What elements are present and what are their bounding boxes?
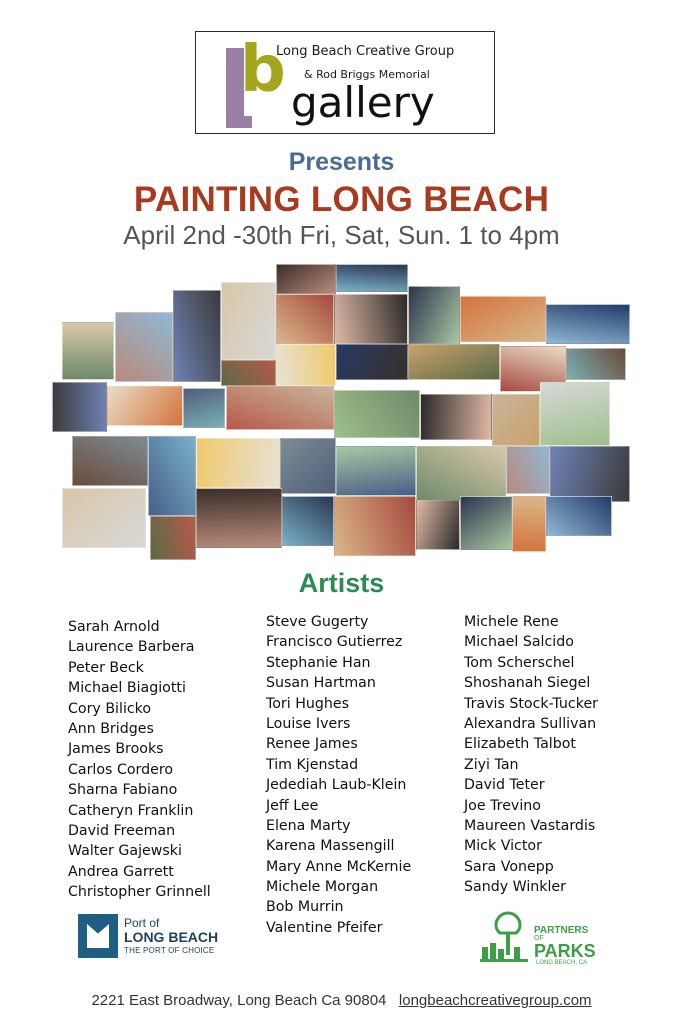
artist-name: Jedediah Laub-Klein bbox=[266, 777, 407, 794]
artist-name: Michele Rene bbox=[464, 614, 559, 630]
artist-name: Bob Murrin bbox=[266, 899, 344, 916]
artist-name: Tom Scherschel bbox=[464, 654, 575, 671]
artist-name: Jeff Lee bbox=[266, 797, 319, 814]
partners-of-parks-logo bbox=[478, 905, 598, 967]
artist-name: Louise Ivers bbox=[266, 715, 351, 732]
artwork-thumbnail bbox=[408, 344, 500, 380]
artwork-thumbnail bbox=[276, 264, 336, 294]
artwork-thumbnail bbox=[408, 286, 460, 344]
artwork-thumbnail bbox=[492, 394, 540, 446]
artwork-thumbnail bbox=[336, 446, 416, 496]
artwork-thumbnail bbox=[173, 290, 221, 382]
artwork-thumbnail bbox=[460, 296, 546, 342]
artist-name: Stephanie Han bbox=[266, 654, 371, 671]
artist-name: Walter Gajewski bbox=[68, 843, 182, 860]
artwork-thumbnail bbox=[334, 294, 408, 344]
artwork-thumbnail bbox=[416, 446, 506, 502]
artist-name: Elena Marty bbox=[266, 817, 351, 834]
artist-name: Carlos Cordero bbox=[68, 761, 174, 778]
artist-name: Sandy Winkler bbox=[464, 879, 566, 896]
artwork-thumbnail bbox=[107, 386, 183, 426]
artist-name: Ann Bridges bbox=[68, 720, 154, 737]
artwork-thumbnail bbox=[196, 488, 282, 548]
artwork-thumbnail bbox=[276, 344, 336, 386]
artist-name: Laurence Barbera bbox=[68, 639, 195, 656]
footer bbox=[0, 992, 683, 1009]
artist-name: Christopher Grinnell bbox=[68, 884, 211, 901]
parks-line3: PARKS bbox=[534, 941, 596, 961]
artwork-thumbnail bbox=[221, 360, 276, 386]
artwork-thumbnail bbox=[546, 496, 612, 536]
artwork-thumbnail bbox=[72, 436, 148, 486]
port-tagline: THE PORT OF CHOICE bbox=[124, 946, 215, 955]
artist-name: Elizabeth Talbot bbox=[464, 736, 576, 753]
presents-heading: Presents bbox=[288, 148, 395, 176]
artwork-thumbnail bbox=[336, 344, 408, 380]
artwork-thumbnail bbox=[460, 496, 512, 550]
artist-name: Travis Stock-Tucker bbox=[464, 695, 599, 712]
artwork-thumbnail bbox=[546, 304, 630, 344]
artist-name: Michael Biagiotti bbox=[68, 680, 186, 697]
artwork-thumbnail bbox=[566, 348, 626, 380]
port-mark-icon bbox=[78, 914, 118, 958]
event-title: PAINTING LONG BEACH bbox=[133, 180, 550, 219]
artwork-thumbnail bbox=[196, 438, 280, 488]
artist-name: Peter Beck bbox=[68, 659, 144, 676]
artwork-thumbnail bbox=[276, 294, 334, 344]
port-line1: Port of bbox=[124, 916, 160, 930]
artwork-thumbnail bbox=[148, 436, 196, 516]
port-line2: LONG BEACH bbox=[124, 929, 219, 945]
artwork-thumbnail bbox=[506, 446, 550, 494]
artwork-thumbnail bbox=[416, 500, 460, 550]
artist-name: Mary Anne McKernie bbox=[266, 858, 412, 875]
gallery-logo bbox=[195, 31, 495, 134]
artist-name: Joe Trevino bbox=[464, 797, 541, 814]
artist-name: Steve Gugerty bbox=[266, 614, 369, 630]
event-dates: April 2nd -30th Fri, Sat, Sun. 1 to 4pm bbox=[123, 220, 560, 250]
artist-name: Cory Bilicko bbox=[68, 700, 152, 717]
artist-name: Karena Massengill bbox=[266, 838, 395, 855]
artist-name: Sarah Arnold bbox=[68, 619, 160, 635]
artist-name: Michele Morgan bbox=[266, 879, 379, 896]
artist-name: Catheryn Franklin bbox=[68, 802, 194, 819]
artist-name: Tori Hughes bbox=[266, 695, 349, 712]
logo-letter-l-foot bbox=[226, 116, 252, 128]
artist-column-1 bbox=[68, 617, 211, 902]
artwork-thumbnail bbox=[226, 386, 334, 430]
artwork-thumbnail bbox=[115, 312, 173, 382]
artwork-thumbnail bbox=[512, 496, 546, 552]
logo-letter-b: b bbox=[240, 33, 286, 107]
artist-name: Sharna Fabiano bbox=[68, 782, 178, 799]
artist-name: Mick Victor bbox=[464, 838, 542, 855]
artist-name: David Teter bbox=[464, 777, 545, 794]
logo-memorial: & Rod Briggs Memorial bbox=[304, 68, 430, 81]
artist-name: James Brooks bbox=[68, 741, 164, 758]
artwork-thumbnail bbox=[62, 488, 146, 548]
artist-name: Michael Salcido bbox=[464, 634, 574, 651]
artwork-thumbnail bbox=[282, 496, 334, 546]
artwork-thumbnail bbox=[221, 282, 276, 360]
artist-name: Valentine Pfeifer bbox=[266, 919, 383, 936]
website-link[interactable]: longbeachcreativegroup.com bbox=[398, 992, 592, 1009]
park-tree-icon bbox=[478, 907, 534, 967]
artist-name: Maureen Vastardis bbox=[464, 817, 596, 834]
artist-name: Tim Kjenstad bbox=[266, 756, 359, 773]
artwork-collage bbox=[0, 260, 683, 560]
artwork-thumbnail bbox=[62, 322, 114, 380]
artwork-thumbnail bbox=[540, 382, 610, 446]
artwork-thumbnail bbox=[183, 388, 225, 428]
artwork-thumbnail bbox=[334, 496, 416, 556]
logo-gallery-word: gallery bbox=[291, 78, 435, 127]
artist-name: Francisco Gutierrez bbox=[266, 634, 403, 651]
artwork-thumbnail bbox=[420, 394, 492, 440]
artist-name: Alexandra Sullivan bbox=[464, 715, 597, 732]
artist-name: Shoshanah Siegel bbox=[464, 675, 591, 692]
footer-address: 2221 East Broadway, Long Beach Ca 90804 bbox=[91, 992, 387, 1009]
parks-location: LONG BEACH, CA bbox=[536, 960, 588, 966]
artists-heading: Artists bbox=[298, 568, 385, 598]
artwork-thumbnail bbox=[52, 382, 107, 432]
port-of-long-beach-logo bbox=[78, 912, 228, 960]
artwork-thumbnail bbox=[550, 446, 630, 502]
artwork-thumbnail bbox=[336, 264, 408, 292]
parks-line2: OF bbox=[534, 935, 544, 942]
parks-line1: PARTNERS bbox=[534, 925, 589, 936]
artist-name: Ziyi Tan bbox=[464, 756, 519, 773]
artwork-thumbnail bbox=[150, 516, 196, 560]
artwork-thumbnail bbox=[334, 390, 420, 438]
artist-name: Renee James bbox=[266, 736, 358, 753]
artist-name: David Freeman bbox=[68, 822, 176, 839]
logo-org-name: Long Beach Creative Group bbox=[276, 44, 455, 59]
artist-name: Susan Hartman bbox=[266, 675, 376, 692]
artist-column-2 bbox=[266, 612, 411, 938]
artist-name: Sara Vonepp bbox=[464, 858, 554, 875]
artwork-thumbnail bbox=[280, 438, 336, 494]
artist-name: Andrea Garrett bbox=[68, 863, 174, 880]
artist-column-3 bbox=[464, 612, 598, 897]
